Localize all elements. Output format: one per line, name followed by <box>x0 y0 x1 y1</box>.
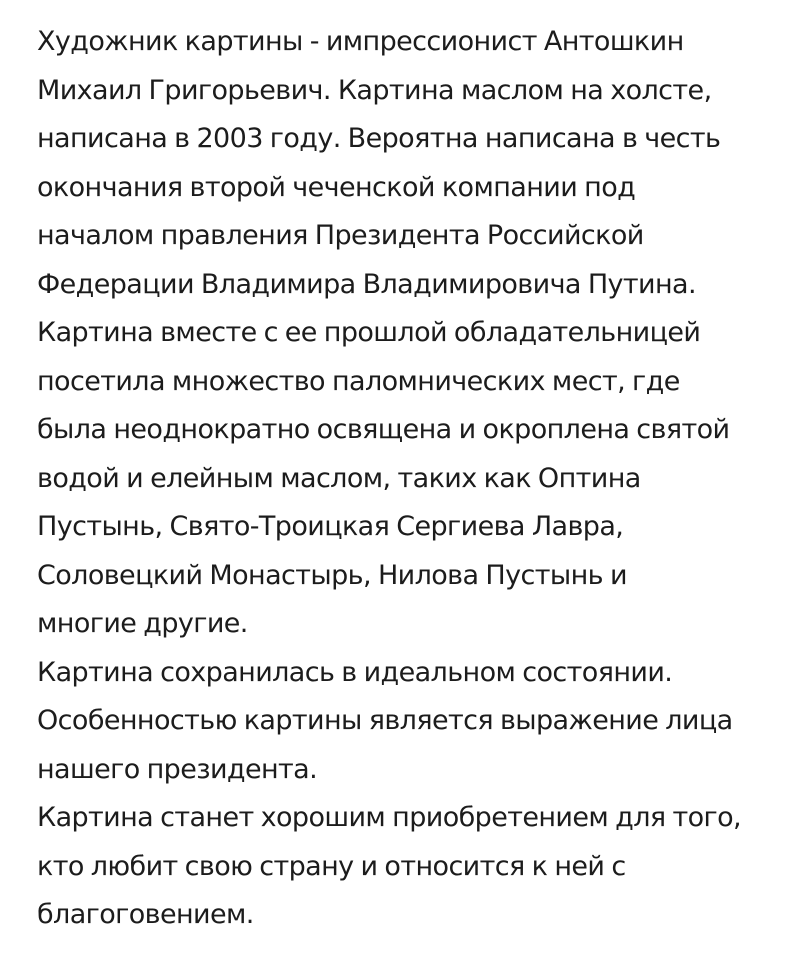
text-line: была неоднократно освящена и окроплена святой <box>37 414 730 445</box>
description-text <box>37 18 777 940</box>
text-line: Соловецкий Монастырь, Нилова Пустынь и <box>37 559 627 591</box>
text-line: Пустынь, Свято-Троицкая Сергиева Лавра, <box>37 511 624 542</box>
text-line: началом правления Президента Российской <box>37 220 644 251</box>
text-line: Федерации Владимира Владимировича Путина. <box>37 268 696 300</box>
text-line: Михаил Григорьевич. Картина маслом на холсте, <box>37 74 712 106</box>
text-line: нашего президента. <box>37 753 318 785</box>
text-line: многие другие. <box>37 608 248 639</box>
text-line: благоговением. <box>37 899 254 930</box>
text-line: кто любит свою страну и относится к ней с <box>37 850 626 882</box>
text-line: Картина станет хорошим приобретением для того, <box>37 802 742 833</box>
text-line: посетила множество паломнических мест, где <box>37 365 680 397</box>
text-line: Картина вместе с ее прошлой обладательницей <box>37 317 701 348</box>
text-line: Художник картины - импрессионист Антошкин <box>37 26 684 57</box>
text-line: окончания второй чеченской компании под <box>37 171 636 203</box>
text-line: написана в 2003 году. Вероятна написана в честь <box>37 123 721 154</box>
text-line: Особенностью картины является выражение лица <box>37 705 733 736</box>
text-line: водой и елейным маслом, таких как Оптина <box>37 462 641 494</box>
text-line: Картина сохранилась в идеальном состоянии. <box>37 656 673 688</box>
